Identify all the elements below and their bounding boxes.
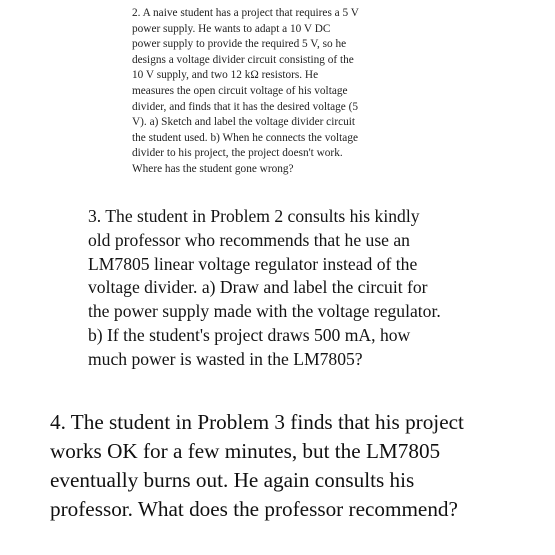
problem-3-line: voltage divider. a) Draw and label the circuit for	[88, 277, 428, 298]
problem-4-line: eventually burns out. He again consults his	[50, 468, 415, 492]
problem-4-line: professor. What does the professor recommend?	[50, 497, 458, 521]
problem-3-line: much power is wasted in the LM7805?	[88, 348, 363, 369]
problem-3-line: old professor who recommends that he use an	[88, 229, 410, 250]
problem-3-line: LM7805 linear voltage regulator instead of the	[88, 253, 418, 274]
problem-2-line: the student used. b) When he connects the voltage	[132, 131, 358, 144]
problem-2-line: power supply to provide the required 5 V, so he	[132, 38, 347, 51]
problem-2-line: Where has the student gone wrong?	[132, 162, 294, 175]
problem-3-line: the power supply made with the voltage regulator.	[88, 301, 441, 322]
problem-2-line: power supply. He wants to adapt a 10 V DC	[132, 22, 331, 35]
problem-2-line: V). a) Sketch and label the voltage divider circuit	[132, 116, 356, 129]
problem-3-line: b) If the student's project draws 500 mA, how	[88, 324, 411, 345]
problem-2-line: divider to his project, the project doesn't work.	[132, 147, 343, 160]
problem-2-text	[132, 6, 359, 178]
problem-4-line: 4. The student in Problem 3 finds that his project	[50, 410, 464, 434]
problem-2-line: 2. A naive student has a project that requires a 5 V	[132, 7, 359, 19]
problem-4-text	[50, 408, 464, 524]
problem-2-line: 10 V supply, and two 12 kΩ resistors. He	[132, 69, 319, 82]
problem-4-line: works OK for a few minutes, but the LM7805	[50, 439, 441, 463]
problem-3-line: 3. The student in Problem 2 consults his kindly	[88, 206, 420, 226]
problem-3-text	[88, 205, 441, 372]
problem-2-line: designs a voltage divider circuit consisting of the	[132, 53, 354, 66]
problem-2-line: measures the open circuit voltage of his voltage	[132, 84, 348, 97]
problem-2-line: divider, and finds that it has the desired voltage (5	[132, 100, 359, 113]
